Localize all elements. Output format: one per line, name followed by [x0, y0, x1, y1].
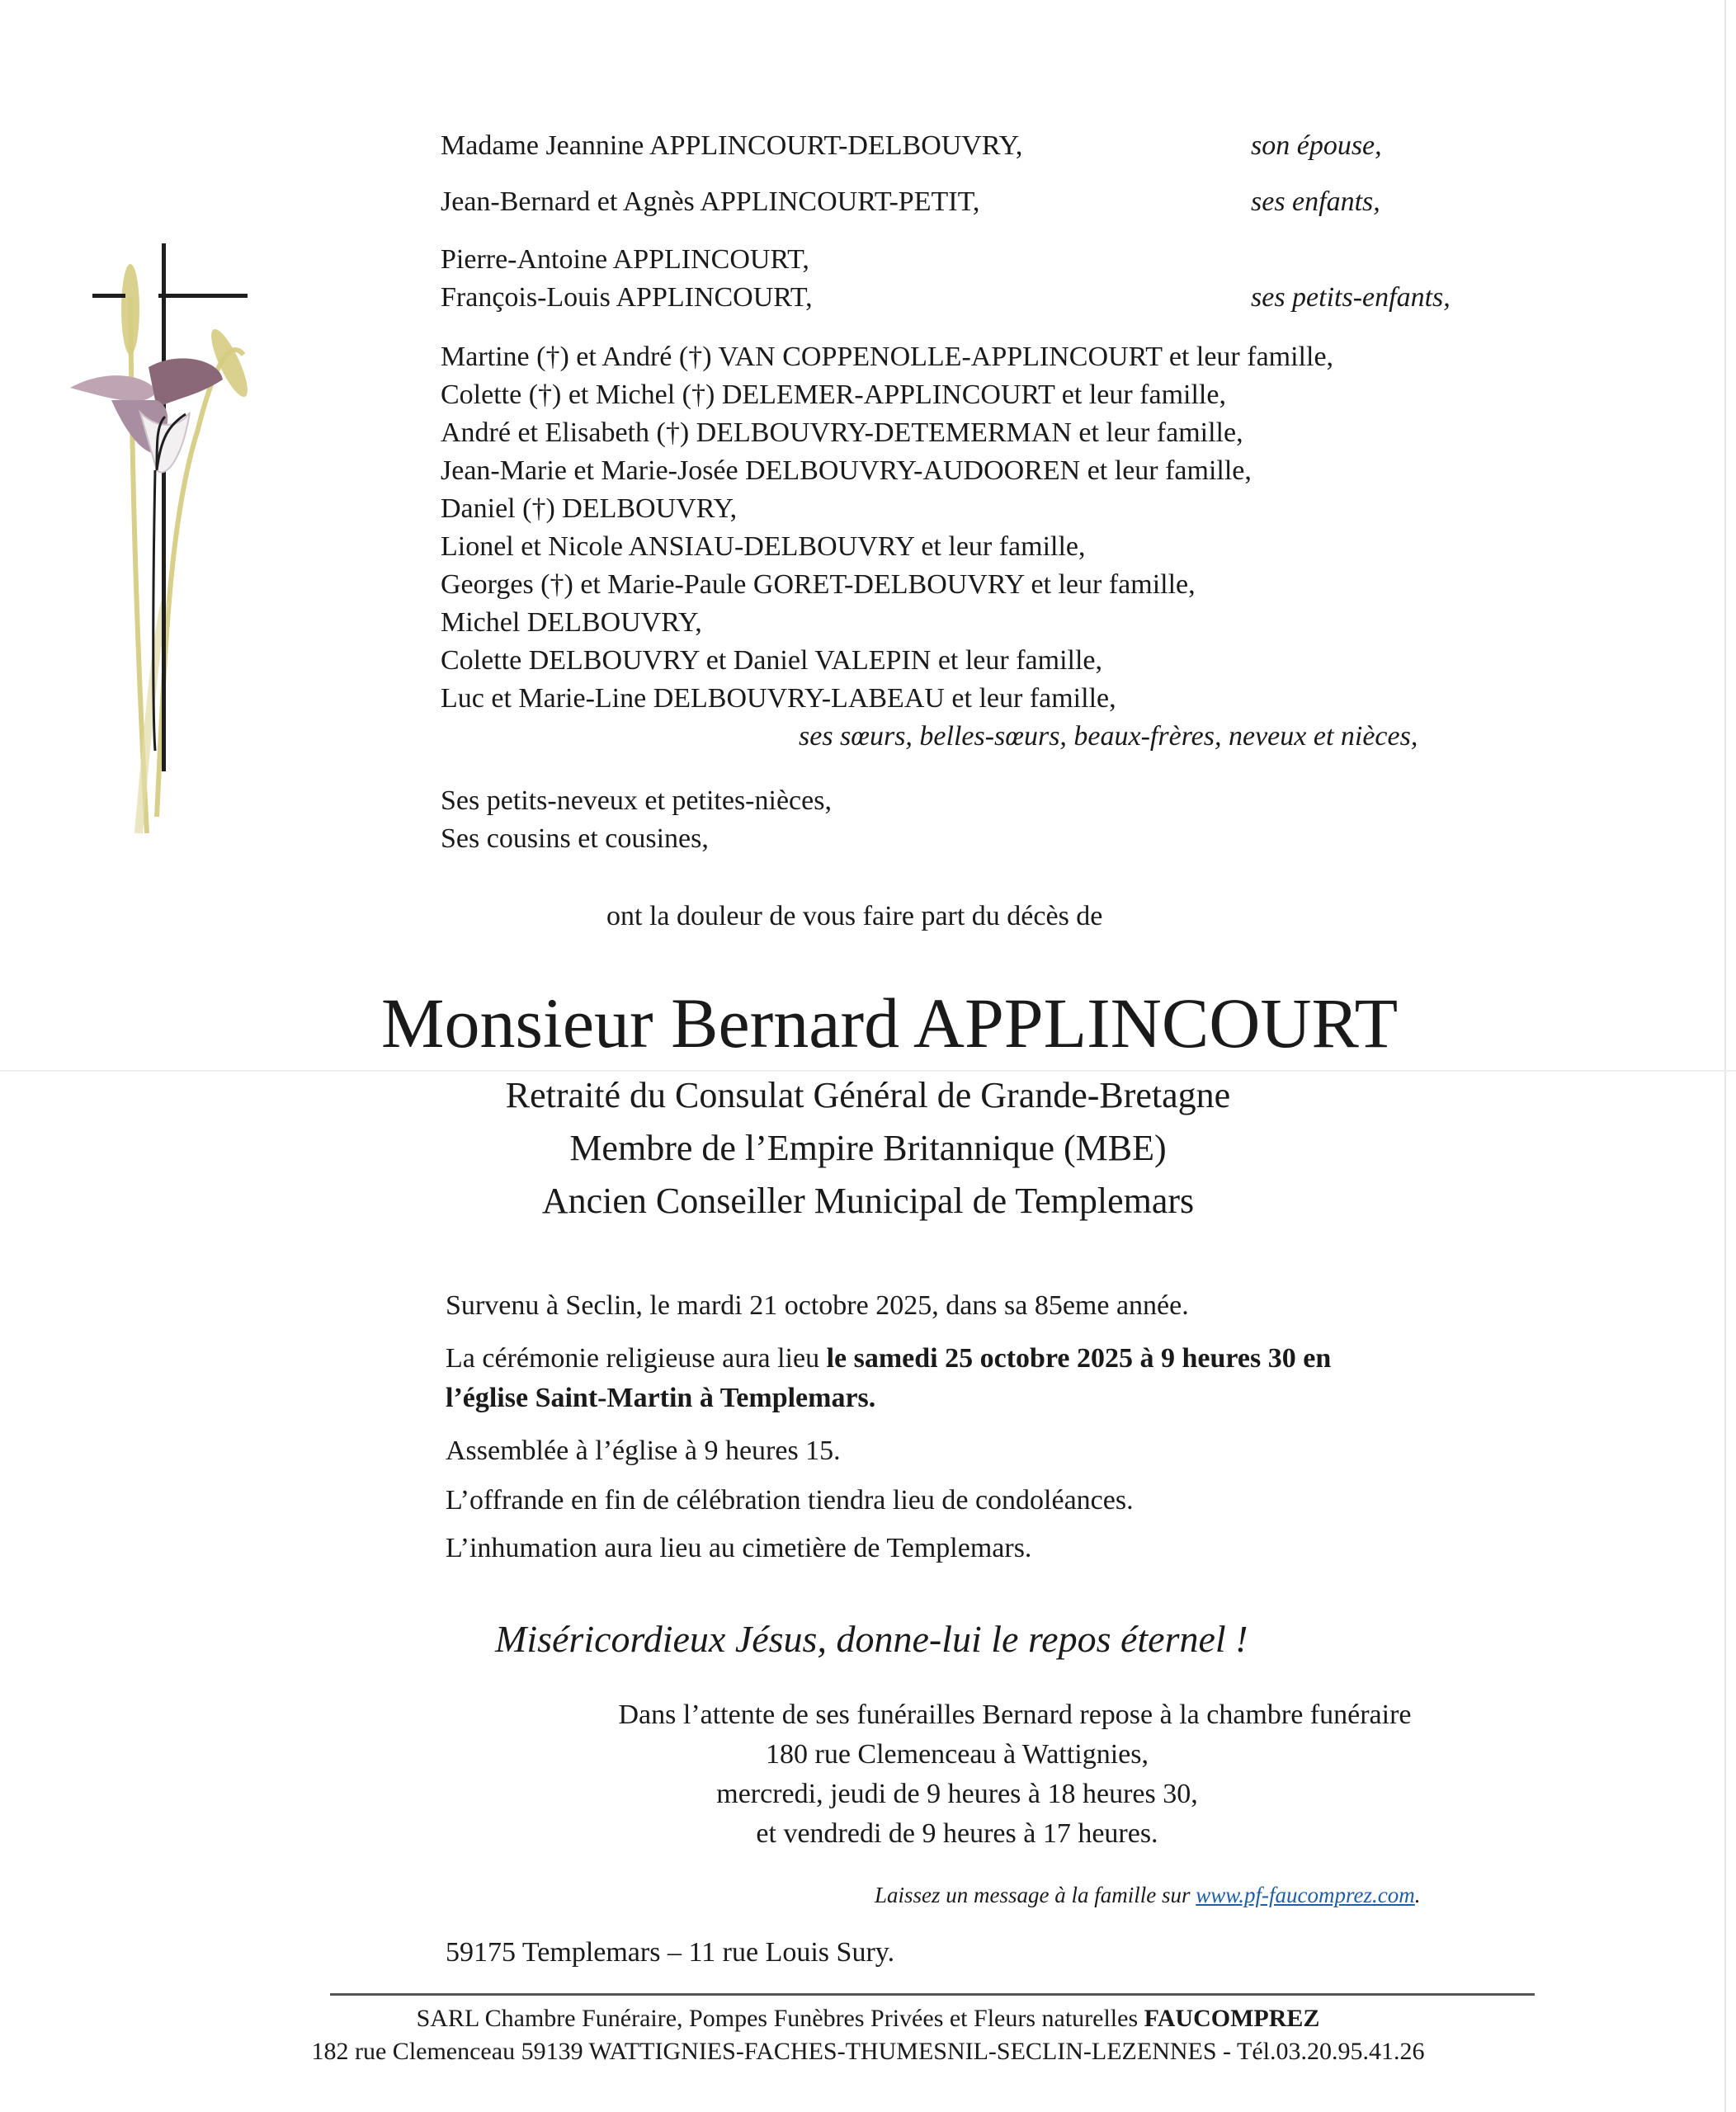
ceremony-line-1 — [446, 1345, 1331, 1373]
message-line — [875, 1883, 1421, 1908]
announcement: ont la douleur de vous faire part du décès de — [606, 901, 1103, 931]
sibling-line: André et Elisabeth (†) DELBOUVRY-DETEMERMAN et leur famille, — [441, 417, 1243, 448]
message-suffix: . — [1414, 1883, 1421, 1907]
funeral-home-brand: FAUCOMPREZ — [1144, 2005, 1320, 2032]
extended-family-line: Ses petits-neveux et petites-nièces, — [441, 785, 832, 816]
grandchildren-relation: ses petits-enfants, — [1251, 282, 1451, 313]
children-name: Jean-Bernard et Agnès APPLINCOURT-PETIT, — [441, 186, 980, 217]
funeral-home-description: SARL Chambre Funéraire, Pompes Funèbres Privées et Fleurs naturelles — [416, 2005, 1144, 2032]
sibling-line: Luc et Marie-Line DELBOUVRY-LABEAU et leur famille, — [441, 683, 1116, 714]
sibling-line: Colette DELBOUVRY et Daniel VALEPIN et leur famille, — [441, 645, 1103, 676]
deceased-name: Monsieur Bernard APPLINCOURT — [381, 983, 1399, 1063]
paper-fold-line — [0, 1070, 1736, 1072]
website-link[interactable]: www.pf-faucomprez.com — [1196, 1883, 1415, 1907]
viewing-line: et vendredi de 9 heures à 17 heures. — [756, 1818, 1158, 1849]
grandchild-name: Pierre-Antoine APPLINCOURT, — [441, 244, 809, 275]
funeral-home-name — [0, 2005, 1736, 2033]
sibling-line: Daniel (†) DELBOUVRY, — [441, 493, 738, 524]
children-relation: ses enfants, — [1251, 186, 1380, 217]
sibling-line: Colette (†) et Michel (†) DELEMER-APPLINCOURT et leur famille, — [441, 380, 1226, 410]
viewing-line: mercredi, jeudi de 9 heures à 18 heures 30, — [716, 1779, 1198, 1809]
deceased-title: Ancien Conseiller Municipal de Templemars — [541, 1181, 1195, 1221]
extended-family-line: Ses cousins et cousines, — [441, 823, 709, 854]
page-edge — [1724, 0, 1726, 2112]
offering-note: L’offrande en fin de célébration tiendra lieu de condoléances. — [446, 1485, 1134, 1516]
sibling-line: Martine (†) et André (†) VAN COPPENOLLE-APPLINCOURT et leur famille, — [441, 342, 1334, 372]
deceased-title: Retraité du Consulat Général de Grande-Bretagne — [505, 1075, 1231, 1115]
viewing-line: Dans l’attente de ses funérailles Bernard repose à la chambre funéraire — [618, 1700, 1412, 1730]
funeral-home-address: 182 rue Clemenceau 59139 WATTIGNIES-FACHES-THUMESNIL-SECLIN-LEZENNES - Tél.03.20.95.41.26 — [311, 2038, 1425, 2065]
sibling-line: Jean-Marie et Marie-Josée DELBOUVRY-AUDOOREN et leur famille, — [441, 455, 1252, 486]
ceremony-location: l’église Saint-Martin à Templemars. — [446, 1383, 876, 1413]
spouse-relation: son épouse, — [1251, 130, 1382, 161]
assembly-time: Assemblée à l’église à 9 heures 15. — [446, 1436, 841, 1466]
message-prefix: Laissez un message à la famille sur — [875, 1883, 1196, 1907]
siblings-relation: ses sœurs, belles-sœurs, beaux-frères, neveux et nièces, — [799, 721, 1418, 752]
cross-lily-wheat-icon — [33, 223, 248, 850]
death-notice: Survenu à Seclin, le mardi 21 octobre 2025, dans sa 85eme année. — [446, 1290, 1189, 1321]
ceremony-prefix: La cérémonie religieuse aura lieu — [446, 1343, 827, 1374]
family-address: 59175 Templemars – 11 rue Louis Sury. — [446, 1937, 895, 1968]
spouse-name: Madame Jeannine APPLINCOURT-DELBOUVRY, — [441, 130, 1023, 161]
grandchild-name: François-Louis APPLINCOURT, — [441, 282, 813, 313]
burial-note: L’inhumation aura lieu au cimetière de Templemars. — [446, 1533, 1032, 1563]
deceased-title: Membre de l’Empire Britannique (MBE) — [569, 1128, 1167, 1168]
prayer: Miséricordieux Jésus, donne-lui le repos éternel ! — [495, 1618, 1248, 1660]
sibling-line: Lionel et Nicole ANSIAU-DELBOUVRY et leur famille, — [441, 531, 1086, 562]
viewing-line: 180 rue Clemenceau à Wattignies, — [766, 1739, 1149, 1770]
sibling-line: Michel DELBOUVRY, — [441, 607, 702, 638]
sibling-line: Georges (†) et Marie-Paule GORET-DELBOUVRY et leur famille, — [441, 569, 1196, 600]
footer-divider — [330, 1993, 1535, 1996]
ceremony-date: le samedi 25 octobre 2025 à 9 heures 30 en — [826, 1343, 1332, 1374]
